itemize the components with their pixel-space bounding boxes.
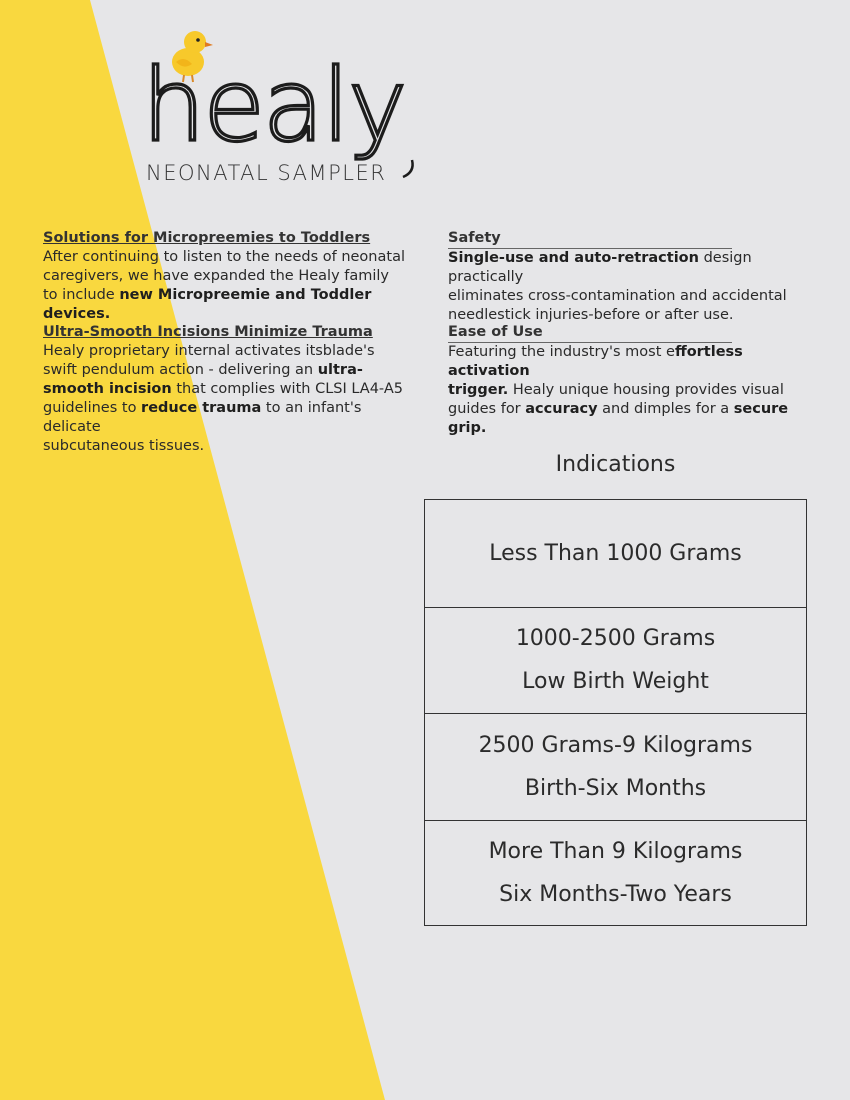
logo-wordmark: healy bbox=[142, 47, 406, 164]
section-heading: Safety bbox=[448, 229, 732, 249]
body-line: trigger. Healy unique housing provides visual bbox=[448, 382, 784, 398]
section-heading: Solutions for Micropreemies to Toddlers bbox=[43, 230, 371, 246]
body-line: subcutaneous tissues. bbox=[43, 438, 205, 454]
indication-description: Low Birth Weight bbox=[522, 669, 709, 695]
indication-description: Six Months-Two Years bbox=[499, 881, 732, 907]
body-line: eliminates cross-contamination and accidental bbox=[448, 288, 787, 304]
indication-row bbox=[425, 500, 806, 607]
body-line: smooth incision that complies with CLSI LA4-A5 bbox=[43, 381, 403, 397]
body-line: caregivers, we have expanded the Healy family bbox=[43, 268, 390, 284]
body-line: Healy proprietary internal activates itsblade's bbox=[43, 343, 375, 359]
indications-title: Indications bbox=[555, 452, 676, 477]
healy-logo bbox=[140, 22, 460, 192]
section-heading: Ease of Use bbox=[448, 323, 732, 343]
indication-row bbox=[425, 607, 806, 714]
body-line: guidelines to reduce trauma to an infant's delicate bbox=[43, 400, 362, 435]
indication-weight: 1000-2500 Grams bbox=[515, 626, 716, 652]
body-line: After continuing to listen to the needs of neonatal bbox=[43, 249, 405, 265]
body-line: needlestick injuries-before or after use. bbox=[448, 307, 734, 323]
section-safety bbox=[448, 229, 818, 325]
body-line: swift pendulum action - delivering an ultra- bbox=[43, 362, 363, 378]
section-heading: Ultra-Smooth Incisions Minimize Trauma bbox=[43, 324, 373, 340]
indication-weight: 2500 Grams-9 Kilograms bbox=[478, 732, 753, 758]
indication-row bbox=[425, 820, 806, 925]
body-line: Single-use and auto-retraction design practically bbox=[448, 250, 752, 285]
section-solutions bbox=[43, 229, 418, 324]
indication-weight: Less Than 1000 Grams bbox=[489, 540, 742, 566]
section-incisions bbox=[43, 323, 418, 456]
logo-tagline: NEONATAL SAMPLER bbox=[146, 161, 387, 185]
indication-weight: More Than 9 Kilograms bbox=[488, 838, 743, 864]
indications-table bbox=[424, 499, 807, 926]
body-line: guides for accuracy and dimples for a secure grip. bbox=[448, 401, 789, 436]
section-ease-of-use bbox=[448, 323, 818, 438]
indication-description: Birth-Six Months bbox=[524, 775, 707, 801]
indication-row bbox=[425, 713, 806, 820]
body-line: to include new Micropreemie and Toddler devices. bbox=[43, 287, 372, 322]
body-line: Featuring the industry's most effortless activation bbox=[448, 344, 743, 379]
